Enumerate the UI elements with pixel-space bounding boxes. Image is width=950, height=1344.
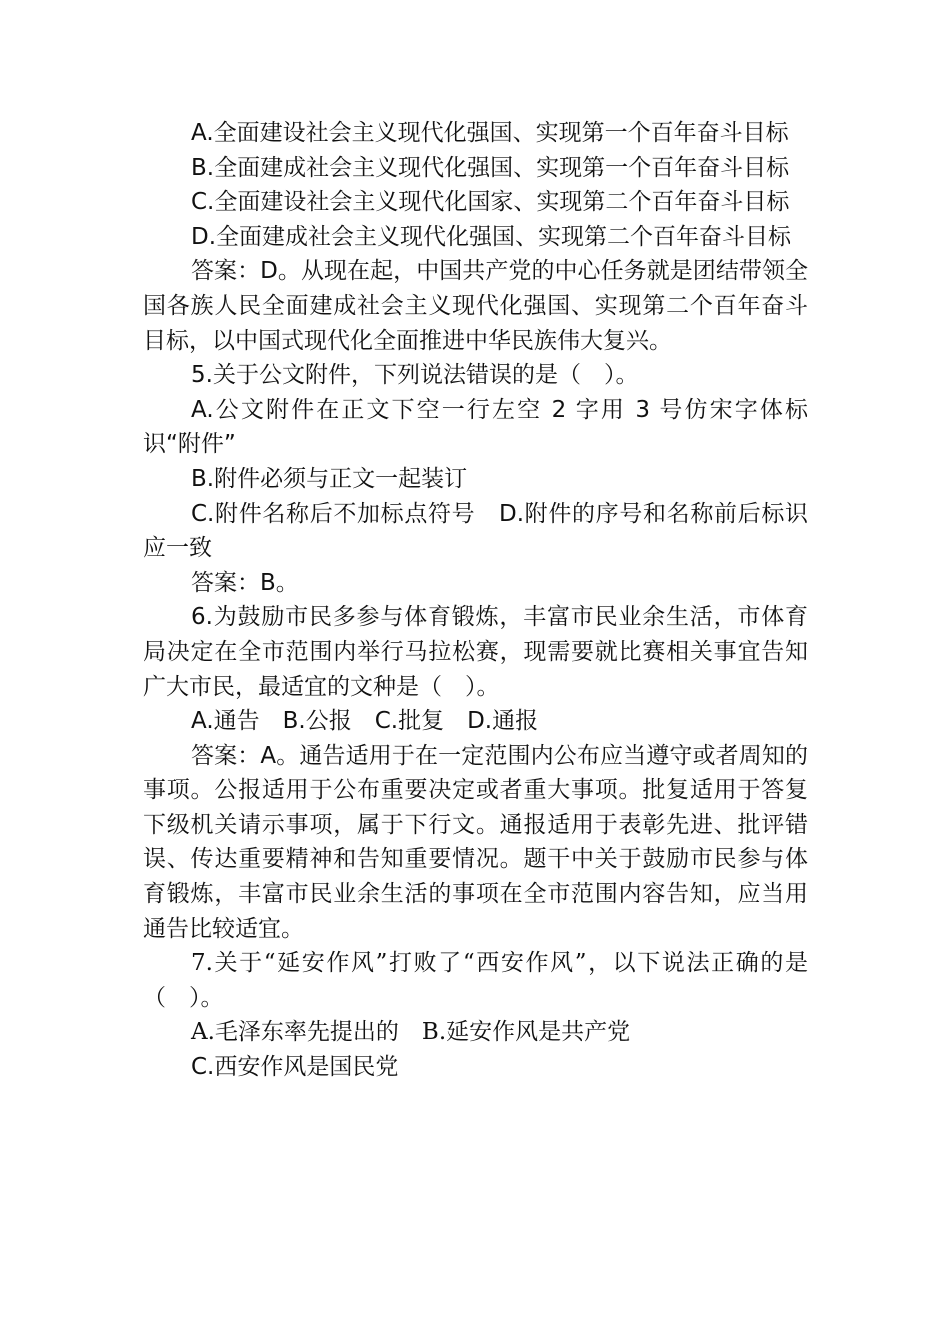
option-c-q7: C.西安作风是国民党 [191, 1054, 399, 1081]
option-a-q5: A.公文附件在正文下空一行左空 2 字用 3 号仿宋字体标识“附件” [143, 396, 808, 458]
question-6: 6.为鼓励市民多参与体育锻炼，丰富市民业余生活，市体育局决定在全市范围内举行马拉松赛，现需要就比赛相关事宜告知广大市民，最适宜的文种是（ ）。 [143, 604, 808, 700]
options-ab-q7: A.毛泽东率先提出的 B.延安作风是共产党 [191, 1019, 631, 1046]
question-7: 7.关于“延安作风”打败了“西安作风”，以下说法正确的是（ ）。 [143, 950, 808, 1011]
options-q6: A.通告 B.公报 C.批复 D.通报 [191, 708, 539, 735]
option-d-q4: D.全面建成社会主义现代化强国、实现第二个百年奋斗目标 [191, 223, 792, 250]
answer-q4: 答案：D。从现在起，中国共产党的中心任务就是团结带领全国各族人民全面建成社会主义现代化强国、实现第二个百年奋斗目标，以中国式现代化全面推进中华民族伟大复兴。 [143, 258, 808, 354]
option-a-q4: A.全面建设社会主义现代化强国、实现第一个百年奋斗目标 [191, 120, 789, 146]
option-c-q4: C.全面建设社会主义现代化国家、实现第二个百年奋斗目标 [191, 189, 790, 216]
option-b-q4: B.全面建成社会主义现代化强国、实现第一个百年奋斗目标 [191, 154, 790, 181]
option-cd-q5: C.附件名称后不加标点符号 D.附件的序号和名称前后标识应一致 [143, 500, 808, 562]
option-b-q5: B.附件必须与正文一起装订 [191, 465, 468, 492]
answer-q6: 答案：A。通告适用于在一定范围内公布应当遵守或者周知的事项。公报适用于公布重要决定或者重大事项。批复适用于答复下级机关请示事项，属于下行文。通报适用于表彰先进、批评错误、传达重要精神和告知重要情况。题干中关于鼓励市民参与体育锻炼，丰富市民业余生活的事项在全市范围内容告知，应当用通告比较适宜。 [143, 742, 808, 942]
document-body [143, 116, 808, 1085]
question-5: 5.关于公文附件，下列说法错误的是（ ）。 [191, 362, 639, 389]
answer-q5: 答案：B。 [191, 569, 299, 596]
